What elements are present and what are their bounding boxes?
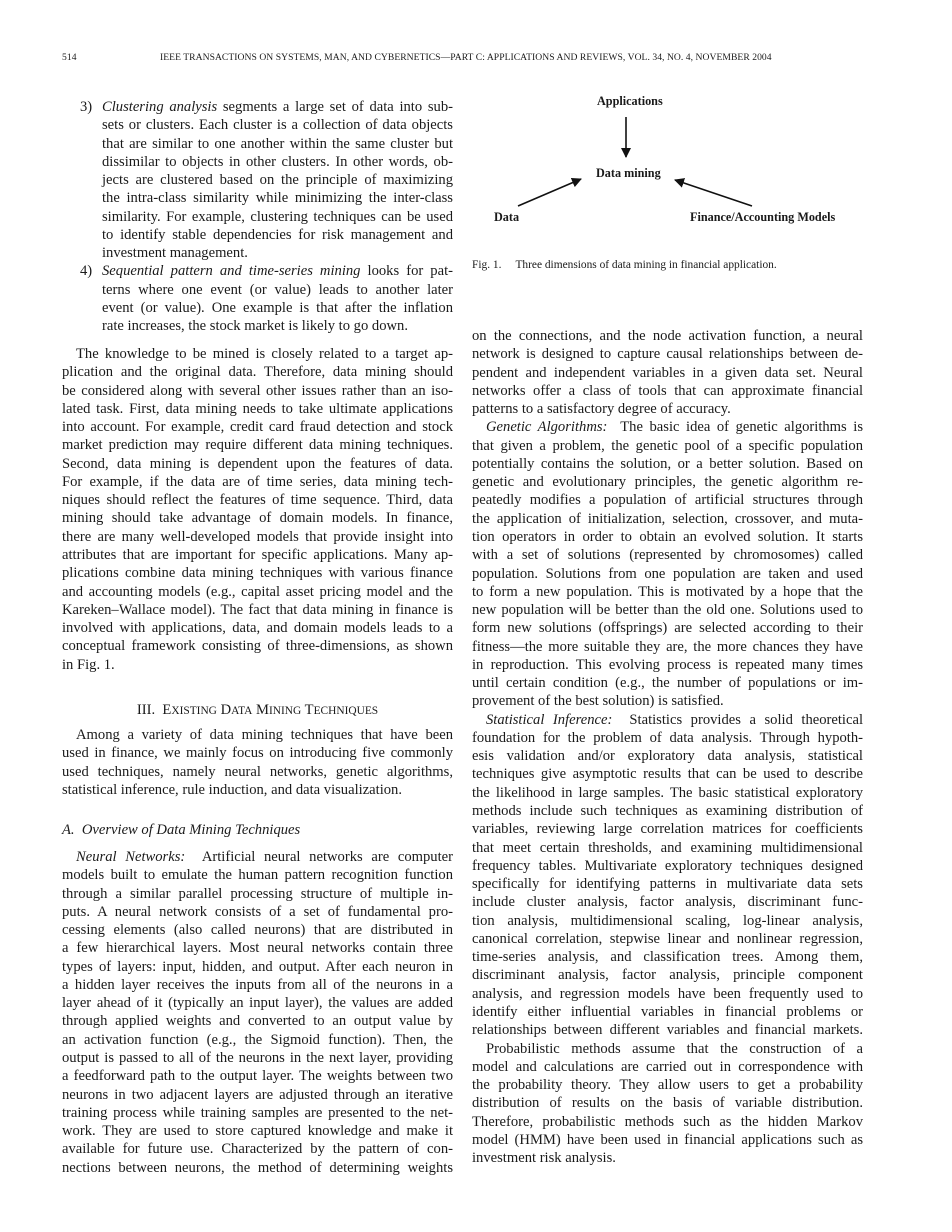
- paragraph-line: Probabilistic methods assume that the construction of a: [486, 1040, 863, 1057]
- section-number: III.: [136, 702, 156, 718]
- line-text: Statistics provides a solid theoretical: [612, 711, 863, 728]
- paragraph-line: methods include such techniques as examining distribution of: [472, 803, 863, 820]
- paragraph-line: work. They are used to store captured knowledge and make it: [62, 1123, 453, 1140]
- paragraph-line: an activation function (e.g., the Sigmoid function). Then, the: [62, 1031, 453, 1048]
- node-data-mining: Data mining: [596, 166, 661, 180]
- heading-smallcaps: INING: [268, 705, 302, 717]
- paragraph-line: For example, if the data are of time series, data mining tech-: [62, 473, 453, 490]
- paragraph-line: new population will be better than the old one. Solutions used to: [472, 602, 863, 619]
- paragraph-line: lated task. First, data mining needs to take ultimate applications: [62, 400, 453, 417]
- paragraph-line: attributes that are important for specific applications. Many ap-: [62, 546, 453, 563]
- subsection-heading: A. Overview of Data Mining Techniques: [62, 822, 301, 838]
- paragraph-line: canonical correlation, stepwise linear and nonlinear regression,: [472, 930, 863, 947]
- paragraph-line: nections between neurons, the method of determining weights: [62, 1159, 453, 1176]
- page-number: 514: [62, 52, 77, 63]
- paragraph-line: and accounting models (e.g., capital asset pricing model and the: [62, 583, 453, 600]
- paragraph-line: networks offer a class of tools that can approximate financial: [472, 382, 863, 399]
- list-item-line: sets or clusters. Each cluster is a collection of data objects: [102, 117, 453, 134]
- paragraph-line: identify either influential variables in financial problems or: [472, 1003, 863, 1020]
- paragraph-line: [76, 848, 453, 866]
- paragraph-line: The knowledge to be mined is closely related to a target ap-: [76, 346, 453, 362]
- list-item-line: rate increases, the stock market is likely to go down.: [102, 318, 408, 335]
- line-text: Artificial neural networks are computer: [185, 849, 453, 865]
- paragraph-line: form new solutions (offsprings) are selected according to their: [472, 620, 863, 637]
- paragraph-line: on the connections, and the node activation function, a neural: [472, 328, 863, 344]
- paragraph-line: cessing elements (also called neurons) that are distributed in: [62, 922, 453, 939]
- node-data: Data: [494, 210, 520, 224]
- paragraph-line: time-series analysis, and classification trees. Among them,: [472, 949, 863, 966]
- run-in-term: Neural Networks:: [76, 849, 186, 865]
- paragraph-line: fitness—the more suitable they are, the more chances they have: [472, 638, 863, 655]
- node-finance-accounting-models: Finance/Accounting Models: [690, 210, 836, 224]
- paragraph-line: relationships between different variables and financial markets.: [472, 1022, 863, 1039]
- paragraph-line: used in finance, we mainly focus on introducing five commonly: [62, 745, 453, 762]
- paragraph-line: in reproduction. This evolving process is repeated many times: [472, 656, 863, 673]
- list-item-line: that are similar to one another within the same cluster but: [102, 135, 453, 152]
- journal-header: IEEE TRANSACTIONS ON SYSTEMS, MAN, AND CYBERNETICS—PART C: APPLICATIONS AND REVIEWS, VOL. 34, NO. 4, NOVEMBER 2004: [160, 52, 772, 63]
- paragraph-line: a hidden layer receives the inputs from all of the neurons in a: [62, 976, 453, 993]
- section-heading: [62, 701, 453, 719]
- paragraph-line: there are many well-developed models that provide insight into: [62, 528, 453, 545]
- paragraph-line: plications combine data mining techniques with various finance: [62, 565, 453, 582]
- figure-caption-text: Three dimensions of data mining in financial application.: [515, 259, 777, 271]
- heading-smallcaps: XISTING: [171, 705, 217, 717]
- list-item-line: similarity. For example, clustering techniques can be used: [102, 208, 453, 225]
- paragraph-line: through a similar parallel processing structure of multiple in-: [62, 885, 453, 902]
- paragraph-line: models built to emulate the human pattern recognition function: [62, 867, 453, 884]
- paragraph-line: involved with applications, data, and domain models leads to a: [62, 620, 453, 637]
- paragraph-line: that given a problem, the genetic pool of a specific population: [472, 437, 863, 454]
- paragraph-line: model (HMM) have been used in financial applications such as: [472, 1131, 863, 1148]
- paragraph-line: used techniques, namely neural networks, genetic algorithms,: [62, 763, 453, 780]
- list-item-line: to identify stable dependencies for risk management and: [102, 226, 453, 243]
- paragraph-line: Among a variety of data mining techniques that have been: [76, 727, 453, 743]
- paragraph-line: training process while training samples are presented to the net-: [62, 1104, 453, 1121]
- heading-initial: E: [162, 702, 172, 718]
- list-item-line: event (or value). One example is that after the inflation: [102, 299, 453, 316]
- paragraph-line: layer ahead of it (typically an input layer), the values are added: [62, 995, 453, 1012]
- paragraph-line: that meet certain thresholds, and examining multidimensional: [472, 839, 863, 856]
- paragraph-line: Second, data mining is dependent upon the features of data.: [62, 455, 453, 472]
- list-number: 4): [80, 263, 93, 280]
- list-item-line: investment management.: [102, 245, 248, 262]
- paragraph-line: peatedly modifies a population of artificial structures through: [472, 492, 863, 509]
- paragraph-line: niques should reflect the features of time sequence. Third, data: [62, 492, 453, 509]
- paragraph-line: frequency tables. Multivariate exploratory techniques designed: [472, 857, 863, 874]
- paragraph-line: specifically for identifying patterns in multivariate data sets: [472, 876, 863, 893]
- paragraph-line: population. Solutions from one population are taken and used: [472, 565, 863, 582]
- paragraph-line: esis validation and/or exploratory data analysis, statistical: [472, 748, 863, 765]
- paragraph-line: a feedforward path to the output layer. The weights between two: [62, 1068, 453, 1085]
- paragraph-line: to form a new population. This is motivated by a hope that the: [472, 583, 863, 600]
- node-applications: Applications: [597, 94, 663, 108]
- run-in-term: Clustering analysis: [102, 99, 218, 115]
- paragraph-line: pendent and independent variables in a given data set. Neural: [472, 364, 863, 381]
- paragraph-line: model and calculations are carried out in correspondence with: [472, 1058, 863, 1075]
- paragraph-line: techniques give asymptotic results that can be used to describe: [472, 766, 863, 783]
- figure-caption-label: Fig. 1.: [472, 259, 502, 271]
- paragraph-line: into account. For example, credit card fraud detection and stock: [62, 419, 453, 436]
- heading-initial: D: [220, 702, 232, 718]
- paragraph-line: include cluster analysis, factor analysis, discriminant func-: [472, 894, 863, 911]
- paragraph-line: analysis, and regression models have been frequently used to: [472, 985, 863, 1002]
- paragraph-line: distribution of results on the basis of variable distribution.: [472, 1095, 863, 1112]
- paragraph-line: the probability theory. They allow users to get a probability: [472, 1077, 863, 1094]
- line-text: looks for pat-: [360, 263, 453, 280]
- paragraph-line: puts. A neural network consists of a set of fundamental pro-: [62, 903, 453, 920]
- paragraph-line: patterns to a satisfactory degree of accuracy.: [472, 401, 731, 418]
- paragraph-line: discriminant analysis, factor analysis, principle component: [472, 967, 863, 984]
- paragraph-line: Kareken–Wallace model). The fact that data mining in finance is: [62, 601, 453, 618]
- paragraph-line: conceptual framework consisting of three-dimensions, as shown: [62, 638, 453, 655]
- paragraph-line: mining should take advantage of domain models. In finance,: [62, 510, 453, 527]
- paragraph-line: market prediction may require different data mining techniques.: [62, 437, 453, 454]
- run-in-term: Genetic Algorithms:: [486, 419, 608, 436]
- paragraph-line: the application of initialization, selection, crossover, and muta-: [472, 510, 863, 527]
- list-item-line: terns where one event (or value) leads to another later: [102, 281, 453, 298]
- heading-initial: M: [256, 702, 269, 718]
- paragraph-line: plication and the original data. Therefore, data mining should: [62, 364, 453, 381]
- paragraph-line: output is passed to all of the neurons in the next layer, providing: [62, 1049, 453, 1066]
- paragraph-line: be considered along with several other issues rather than an iso-: [62, 382, 453, 399]
- paragraph-line: variables, reviewing large correlation matrices for coefficients: [472, 821, 863, 838]
- run-in-term: Sequential pattern and time-series mining: [102, 263, 361, 280]
- paragraph-line: foundation for the problem of data analysis. Through hypoth-: [472, 729, 863, 746]
- paragraph-line: with a set of solutions (represented by chromosomes) called: [472, 547, 863, 564]
- list-item-line: the intra-class similarity while minimizing the inter-class: [102, 190, 453, 207]
- paragraph-line: network is designed to capture causal relationships between de-: [472, 346, 863, 363]
- paragraph-line: in Fig. 1.: [62, 656, 115, 673]
- paragraph-line: Therefore, probabilistic methods such as the hidden Markov: [472, 1113, 863, 1130]
- paragraph-line: investment risk analysis.: [472, 1150, 616, 1167]
- paragraph-line: [486, 711, 863, 729]
- list-item-line: dissimilar to objects in other clusters. In other words, ob-: [102, 153, 453, 170]
- paragraph-line: a few hierarchical layers. Most neural networks contain three: [62, 940, 453, 957]
- paragraph-line: [486, 418, 863, 436]
- list-item-line: jects are clustered based on the principle of maximizing: [102, 172, 453, 189]
- paragraph-line: neurons in two adjacent layers are adjusted through an iterative: [62, 1086, 453, 1103]
- heading-smallcaps: ECHNIQUES: [313, 705, 379, 717]
- paragraph-line: statistical inference, rule induction, and data visualization.: [62, 781, 402, 798]
- paragraph-line: types of layers: input, hidden, and output. After each neuron in: [62, 958, 453, 975]
- heading-initial: T: [304, 702, 314, 718]
- paragraph-line: potentially contains the solution, or a better solution. Based on: [472, 455, 863, 472]
- heading-smallcaps: ATA: [231, 705, 253, 717]
- run-in-term: Statistical Inference:: [486, 711, 613, 728]
- paragraph-line: tion operators in order to obtain an evolved solution. It starts: [472, 528, 863, 545]
- paragraph-line: the likelihood in large samples. The basic statistical exploratory: [472, 784, 863, 801]
- paragraph-line: until certain condition (e.g., the number of populations or im-: [472, 675, 863, 692]
- paragraph-line: genetic and evolutionary principles, the genetic algorithm re-: [472, 474, 863, 491]
- paragraph-line: available for future use. Characterized by the pattern of con-: [62, 1141, 453, 1158]
- paragraph-line: tion analysis, multidimensional scaling, log-linear analysis,: [472, 912, 863, 929]
- line-text: The basic idea of genetic algorithms is: [607, 419, 863, 436]
- paragraph-line: provement of the best solution) is satisfied.: [472, 693, 724, 710]
- right-column: [472, 0, 863, 1232]
- list-number: 3): [80, 99, 93, 115]
- paragraph-line: through applied weights and converted to an output value by: [62, 1013, 453, 1030]
- line-text: segments a large set of data into sub-: [217, 99, 453, 115]
